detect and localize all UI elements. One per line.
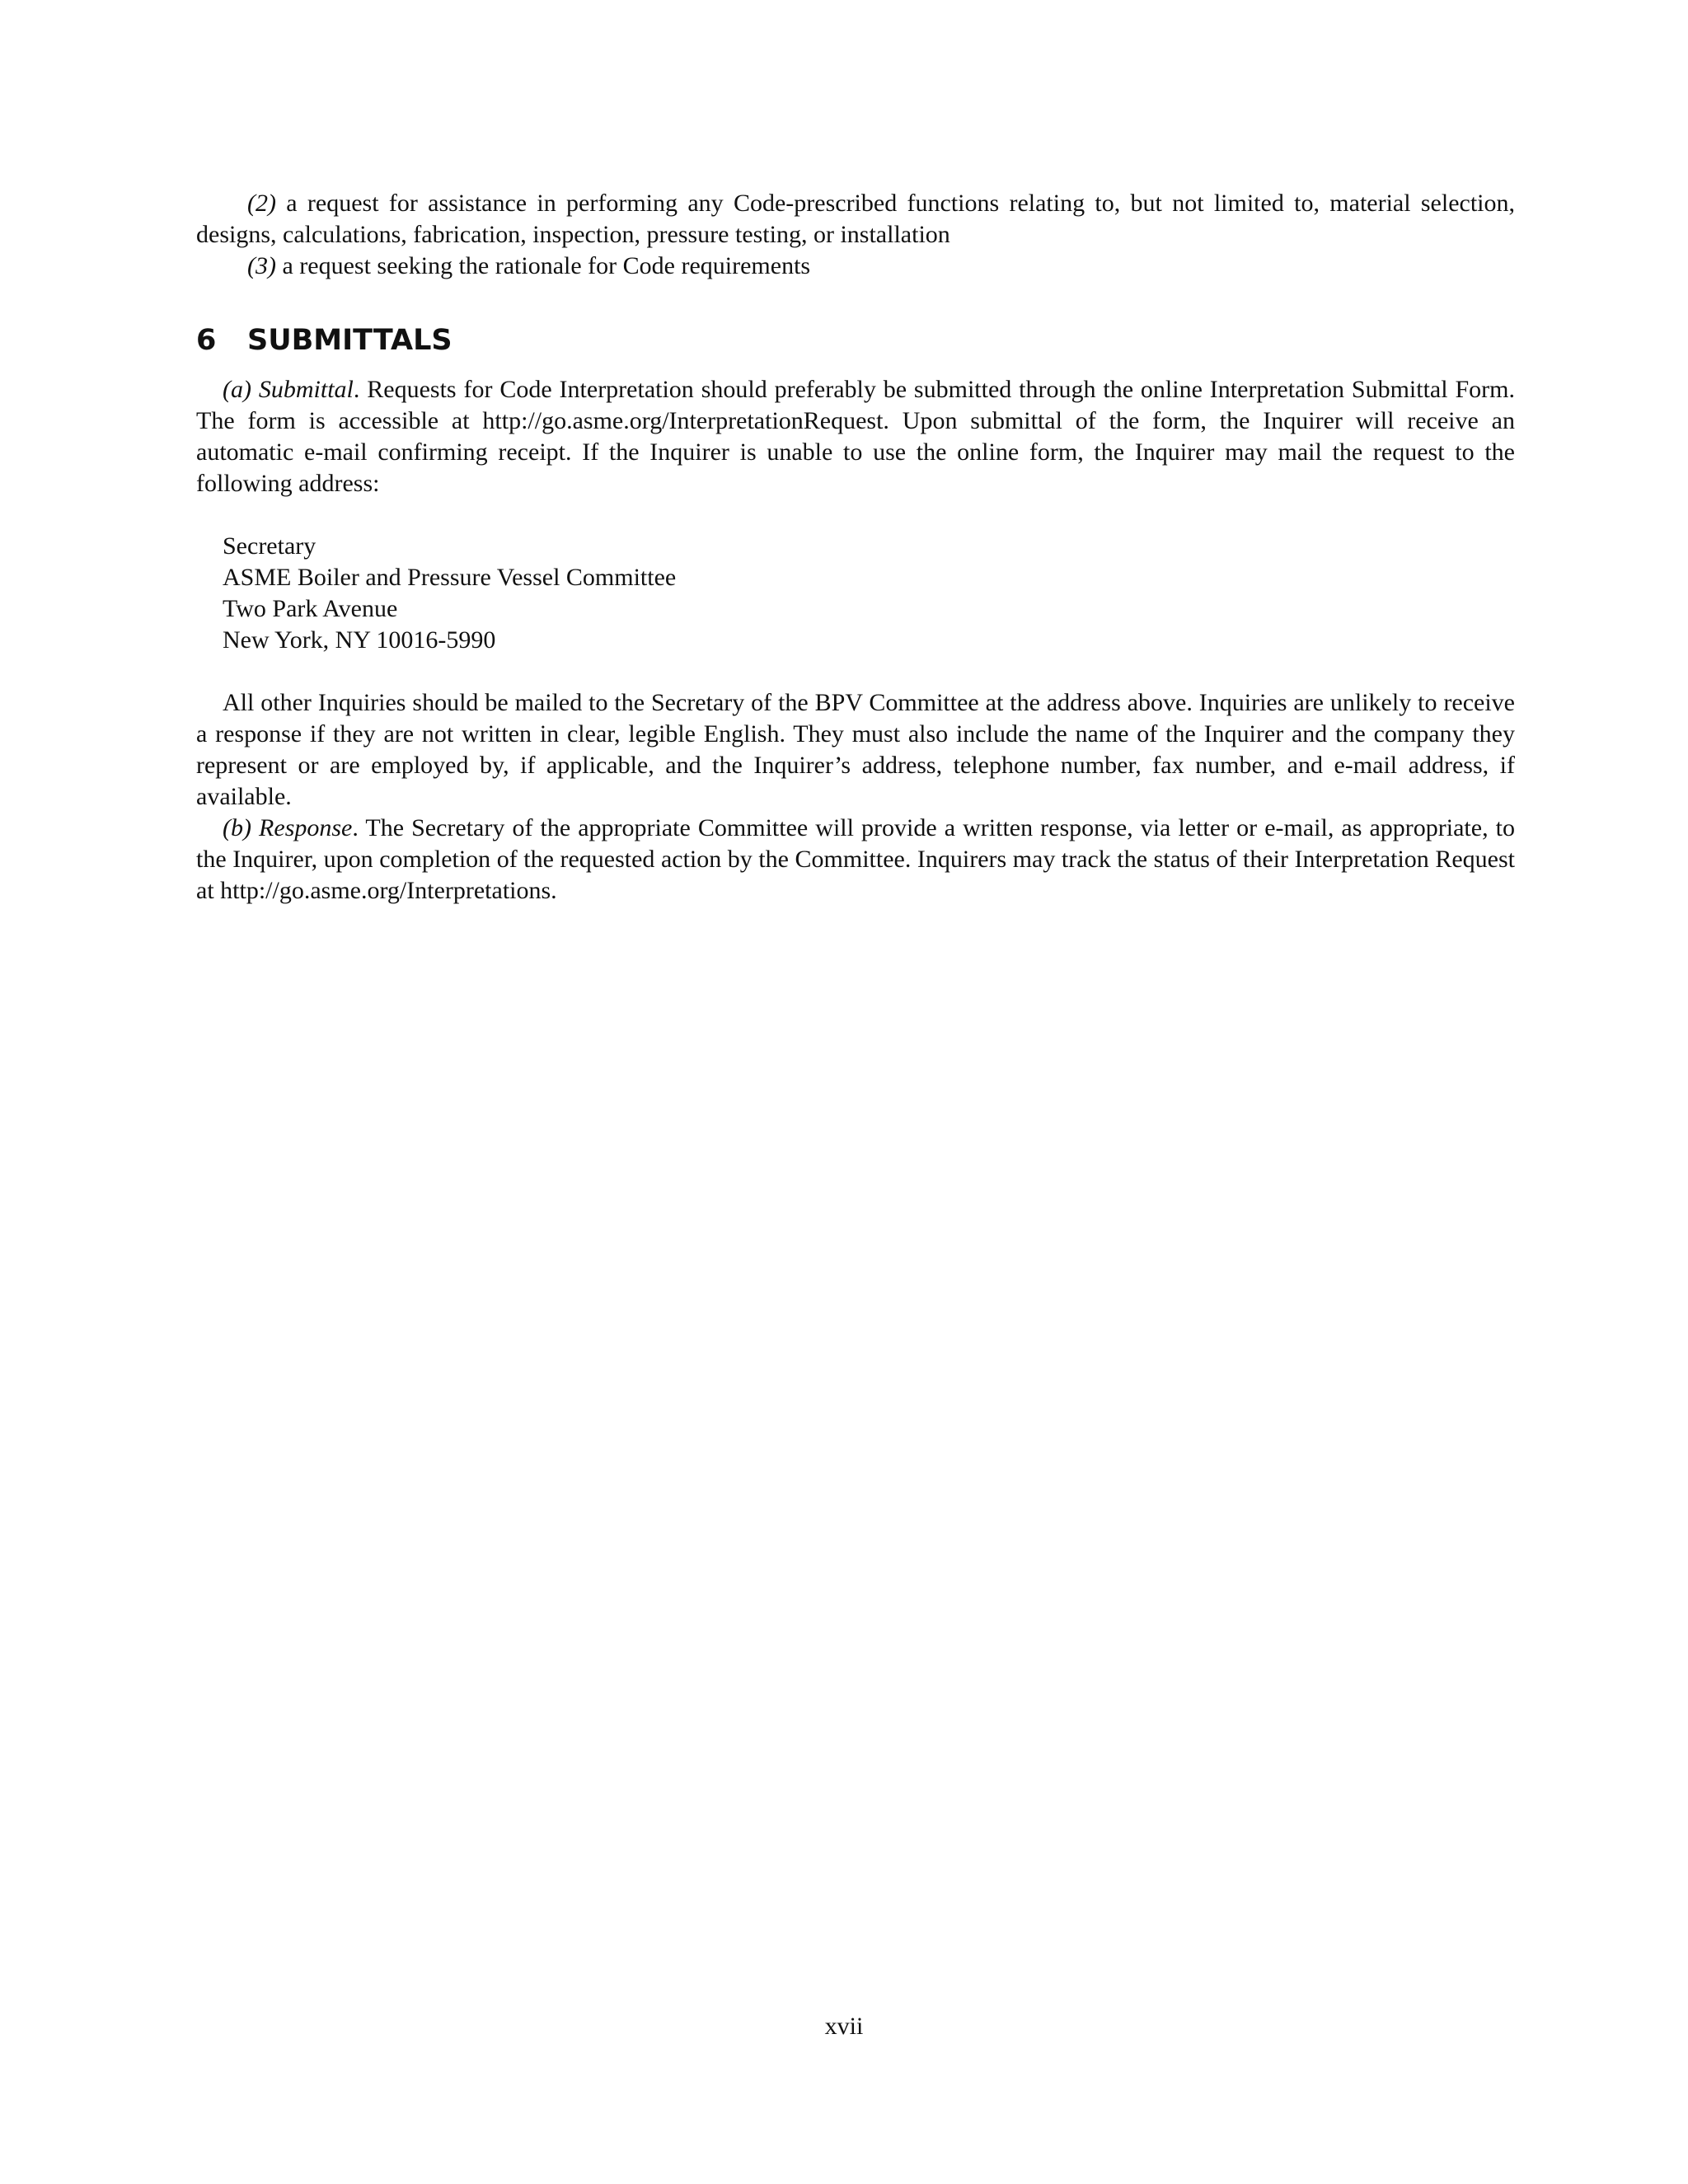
list-item-3-text: a request seeking the rationale for Code requirements — [275, 252, 811, 279]
list-item-2-marker: (2) — [247, 190, 276, 217]
submittal-label: (a) Submittal — [223, 376, 354, 403]
response-paragraph — [196, 813, 1515, 907]
response-label: (b) Response — [223, 814, 353, 841]
mailing-address — [223, 531, 1515, 656]
page-content — [196, 188, 1515, 907]
response-text: . The Secretary of the appropriate Committee will provide a written response, via letter or e-mail, as appropriate, to the Inquirer, upon completion of the requested action by the Committee. Inquirers may track the status of their Interpretation Request at http://go.asme.org/Interpretations. — [196, 814, 1515, 904]
page-number: xvii — [824, 2013, 864, 2040]
section-heading — [196, 323, 1515, 358]
list-item-2-text: a request for assistance in performing any Code-prescribed functions relating to, but not limited to, material selection, designs, calculations, fabrication, inspection, pressure testing, or installation — [196, 190, 1515, 248]
list-item-3 — [196, 251, 1515, 282]
section-title: SUBMITTALS — [247, 324, 452, 357]
address-line-2: ASME Boiler and Pressure Vessel Committee — [223, 564, 677, 591]
address-line-4: New York, NY 10016-5990 — [223, 626, 496, 654]
list-item-3-marker: (3) — [247, 252, 276, 279]
address-line-3: Two Park Avenue — [223, 595, 398, 622]
submittal-paragraph — [196, 374, 1515, 499]
list-item-2 — [196, 188, 1515, 251]
other-inquiries-paragraph: All other Inquiries should be mailed to the Secretary of the BPV Committee at the address above. Inquiries are unlikely to receive a response if they are not written in clear, legible English. They must also include the name of the Inquirer and the company they represent or are employed by, if applicable, and the Inquirer’s address, telephone number, fax number, and e-mail address, if available. — [196, 689, 1515, 810]
section-number: 6 — [196, 324, 217, 357]
submittal-text: . Requests for Code Interpretation should preferably be submitted through the online Interpretation Submittal Form. The form is accessible at http://go.asme.org/InterpretationRequest. Upon submittal of the form, the Inquirer will receive an automatic e-mail confirming receipt. If the Inquirer is unable to use the online form, the Inquirer may mail the request to the following address: — [196, 376, 1515, 497]
address-line-1: Secretary — [223, 532, 316, 560]
